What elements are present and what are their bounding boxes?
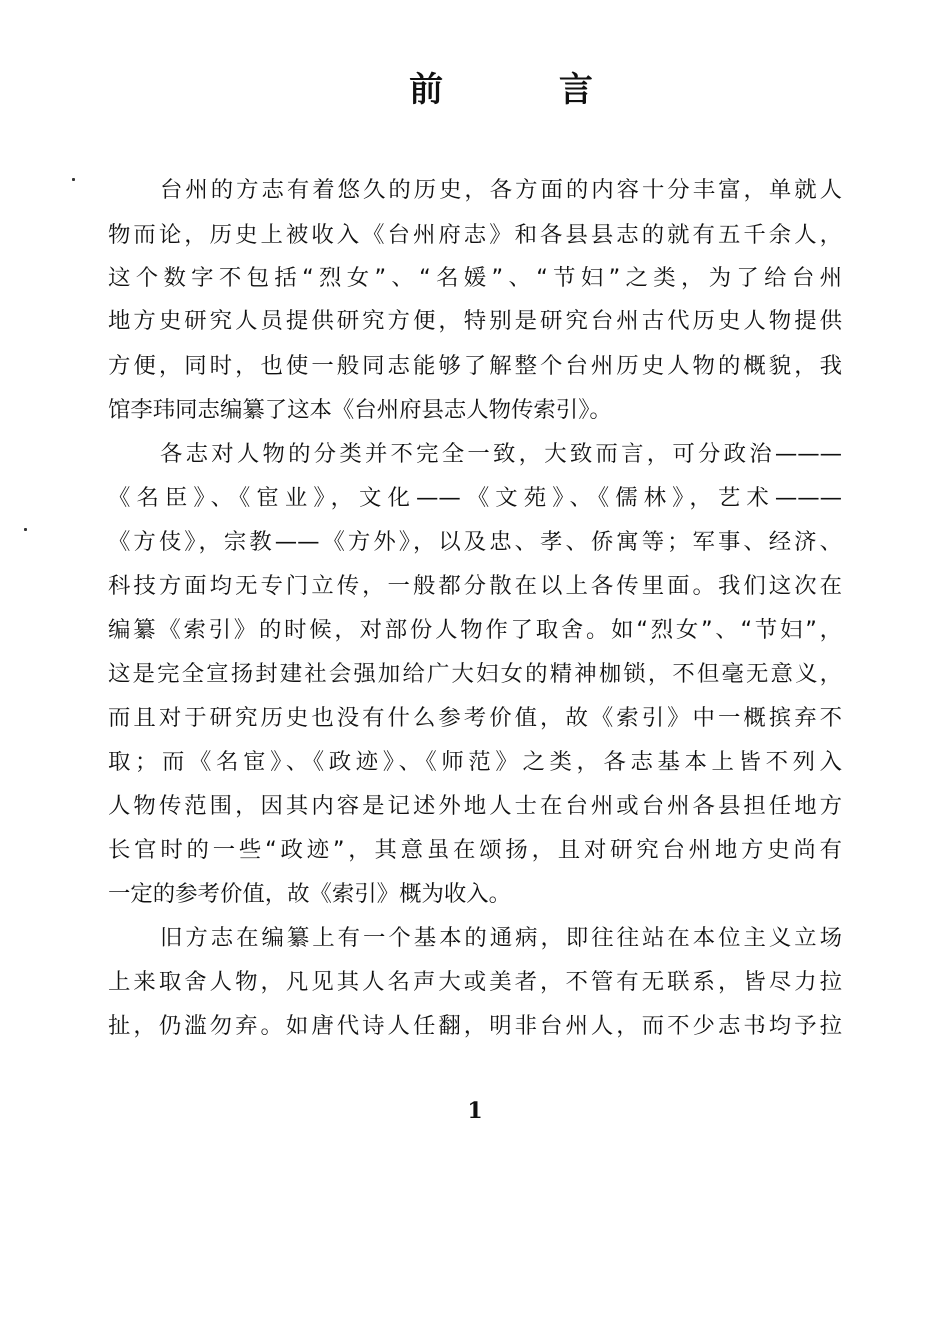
paragraph-1-line-6: 馆李玮同志编纂了这本《台州府县志人物传索引》。	[108, 397, 612, 423]
paragraph-3-line-1: 旧方志在编纂上有一个基本的通病，即往往站在本位主义立场	[160, 925, 842, 951]
paragraph-3-line-2: 上来取舍人物，凡见其人名声大或美者，不管有无联系，皆尽力拉	[108, 969, 842, 995]
paragraph-2-line-4: 科技方面均无专门立传，一般都分散在以上各传里面。我们这次在	[108, 573, 842, 599]
paragraph-2-line-7: 而且对于研究历史也没有什么参考价值，故《索引》中一概摈弃不	[108, 705, 842, 731]
paragraph-2-line-8: 取；而《名宦》、《政迹》、《师范》之类，各志基本上皆不列入	[108, 749, 842, 775]
paragraph-1-line-5: 方便，同时，也使一般同志能够了解整个台州历史人物的概貌，我	[108, 353, 842, 379]
paragraph-1-line-3: 这个数字不包括“烈女”、“名媛”、“节妇”之类，为了给台州	[108, 265, 842, 291]
paragraph-2-line-11: 一定的参考价值，故《索引》概为收入。	[108, 881, 512, 907]
page-number: 1	[467, 1098, 483, 1124]
paragraph-3-line-3: 扯，仍滥勿弃。如唐代诗人任翻，明非台州人，而不少志书均予拉	[108, 1013, 842, 1039]
page-title: 前 言	[409, 70, 645, 110]
paragraph-2-line-5: 编纂《索引》的时候，对部份人物作了取舍。如“烈女”、“节妇”，	[108, 617, 842, 643]
scan-speck	[24, 528, 27, 531]
paragraph-2-line-1: 各志对人物的分类并不完全一致，大致而言，可分政治———	[160, 441, 842, 467]
paragraph-2-line-3: 《方伎》，宗教——《方外》，以及忠、孝、侨寓等；军事、经济、	[108, 529, 842, 555]
paragraph-2-line-9: 人物传范围，因其内容是记述外地人士在台州或台州各县担任地方	[108, 793, 842, 819]
paragraph-1-line-2: 物而论，历史上被收入《台州府志》和各县县志的就有五千余人，	[108, 222, 842, 248]
scan-speck	[72, 178, 75, 181]
paragraph-1-line-4: 地方史研究人员提供研究方便，特别是研究台州古代历史人物提供	[108, 308, 842, 334]
paragraph-2-line-10: 长官时的一些“政迹”，其意虽在颂扬，且对研究台州地方史尚有	[108, 837, 842, 863]
paragraph-2-line-6: 这是完全宣扬封建社会强加给广大妇女的精神枷锁，不但毫无意义，	[108, 661, 842, 687]
paragraph-2-line-2: 《名臣》、《宦业》，文化——《文苑》、《儒林》，艺术———	[108, 485, 842, 511]
paragraph-1-line-1: 台州的方志有着悠久的历史，各方面的内容十分丰富，单就人	[160, 177, 842, 203]
